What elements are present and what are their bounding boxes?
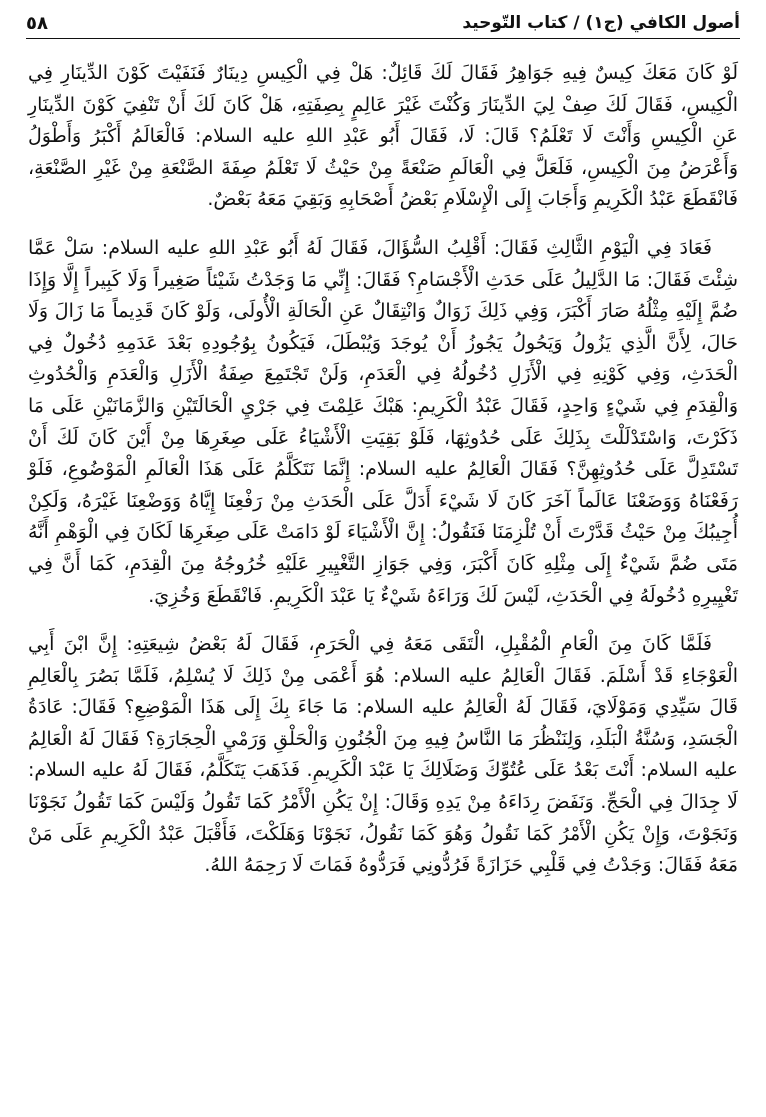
paragraph-2: فَعَادَ فِي الْيَوْمِ الثَّالِثِ فَقَالَ: أَقْلِبُ السُّؤَالَ، فَقَالَ لَهُ أَبُو عَبْدِ اللهِ عليه السلام: سَلْ عَمَّا شِئْتَ فَقَالَ: مَا الدَّلِيلُ عَلَى حَدَثِ الْأَجْسَامِ؟ فَقَالَ: إِنِّي مَا وَجَدْتُ شَيْئاً صَغِيراً وَلَا كَبِيراً إِلَّا وَإِذَا ضُمَّ إِلَيْهِ مِثْلُهُ صَارَ أَكْبَرَ، وَفِي ذَلِكَ زَوَالٌ وَانْتِقَالٌ عَنِ الْحَالَةِ الْأُولَى، وَلَوْ كَانَ قَدِيماً مَا زَالَ وَلَا حَالَ، لِأَنَّ الَّذِي يَزُولُ وَيَحُولُ يَجُوزُ أَنْ يُوجَدَ وَيُبْطَلَ، فَيَكُونُ بِوُجُودِهِ بَعْدَ عَدَمِهِ دُخُولٌ فِي الْحَدَثِ، وَفِي كَوْنِهِ فِي الْأَزَلِ دُخُولُهُ فِي الْعَدَمِ، وَلَنْ تَجْتَمِعَ صِفَةُ الْأَزَلِ وَالْعَدَمِ وَالْحُدُوثِ وَالْقِدَمِ فِي شَيْءٍ وَاحِدٍ، فَقَالَ عَبْدُ الْكَرِيمِ: هَبْكَ عَلِمْتَ فِي جَرْيِ الْحَالَتَيْنِ وَالزَّمَانَيْنِ عَلَى مَا ذَكَرْتَ، وَاسْتَدْلَلْتَ بِذَلِكَ عَلَى حُدُوثِهَا، فَلَوْ بَقِيَتِ الْأَشْيَاءُ عَلَى صِغَرِهَا مِنْ أَيْنَ كَانَ لَكَ أَنْ تَسْتَدِلَّ عَلَى حُدُوثِهِنَّ؟ فَقَالَ الْعَالِمُ عليه السلام: إِنَّمَا نَتَكَلَّمُ عَلَى هَذَا الْعَالَمِ الْمَوْضُوعِ، فَلَوْ رَفَعْنَاهُ وَوَضَعْنَا عَالَماً آخَرَ كَانَ لَا شَيْءَ أَدَلَّ عَلَى الْحَدَثِ مِنْ رَفْعِنَا إِيَّاهُ وَوَضْعِنَا غَيْرَهُ، وَلَكِنْ أُجِيبُكَ مِنْ حَيْثُ قَدَّرْتَ أَنْ تُلْزِمَنَا فَنَقُولُ: إِنَّ الْأَشْيَاءَ لَوْ دَامَتْ عَلَى صِغَرِهَا لَكَانَ فِي الْوَهْمِ أَنَّهُ مَتَى ضُمَّ شَيْءٌ إِلَى مِثْلِهِ كَانَ أَكْبَرَ، وَفِي جَوَازِ التَّغْيِيرِ عَلَيْهِ خُرُوجُهُ مِنَ الْقِدَمِ، كَمَا أَنَّ فِي تَغْيِيرِهِ دُخُولَهُ فِي الْحَدَثِ، لَيْسَ لَكَ وَرَاءَهُ شَيْءٌ يَا عَبْدَ الْكَرِيمِ. فَانْقَطَعَ وَخُزِيَ. [28, 236, 738, 607]
running-header [26, 8, 740, 39]
running-title: أصول الكافي (ج١) / كتاب التّوحيد [462, 13, 740, 33]
paragraph-3: فَلَمَّا كَانَ مِنَ الْعَامِ الْمُقْبِلِ، الْتَقَى مَعَهُ فِي الْحَرَمِ، فَقَالَ لَهُ بَعْضُ شِيعَتِهِ: إِنَّ ابْنَ أَبِي الْعَوْجَاءِ قَدْ أَسْلَمَ. فَقَالَ الْعَالِمُ عليه السلام: هُوَ أَعْمَى مِنْ ذَلِكَ لَا يُسْلِمُ، فَلَمَّا بَصُرَ بِالْعَالِمِ قَالَ سَيِّدِي وَمَوْلَايَ، فَقَالَ لَهُ الْعَالِمُ عليه السلام: مَا جَاءَ بِكَ إِلَى هَذَا الْمَوْضِعِ؟ فَقَالَ: عَادَةُ الْجَسَدِ، وَسُنَّةُ الْبَلَدِ، وَلِنَنْظُرَ مَا النَّاسُ فِيهِ مِنَ الْجُنُونِ وَالْحَلْقِ وَرَمْيِ الْحِجَارَةِ؟ فَقَالَ لَهُ الْعَالِمُ عليه السلام: أَنْتَ بَعْدُ عَلَى عُتُوِّكَ وَضَلَالِكَ يَا عَبْدَ الْكَرِيمِ. فَذَهَبَ يَتَكَلَّمُ، فَقَالَ لَهُ عليه السلام: لَا جِدَالَ فِي الْحَجِّ. وَنَفَضَ رِدَاءَهُ مِنْ يَدِهِ وَقَالَ: إِنْ يَكُنِ الْأَمْرُ كَمَا تَقُولُ وَلَيْسَ كَمَا تَقُولُ نَجَوْنَا وَنَجَوْتَ، وَإِنْ يَكُنِ الْأَمْرُ كَمَا نَقُولُ وَهُوَ كَمَا نَقُولُ، نَجَوْنَا وَهَلَكْتَ، فَأَقْبَلَ عَبْدُ الْكَرِيمِ عَلَى مَنْ مَعَهُ فَقَالَ: وَجَدْتُ فِي قَلْبِي حَزَازَةً فَرُدُّونِي فَرَدُّوهُ فَمَاتَ لَا رَحِمَهُ اللهُ. [28, 633, 738, 877]
paragraph-1: لَوْ كَانَ مَعَكَ كِيسٌ فِيهِ جَوَاهِرُ فَقَالَ لَكَ قَائِلٌ: هَلْ فِي الْكِيسِ دِينَارٌ فَنَفَيْتَ كَوْنَ الدِّينَارِ فِي الْكِيسِ، فَقَالَ لَكَ صِفْ لِيَ الدِّينَارَ وَكُنْتَ غَيْرَ عَالِمٍ بِصِفَتِهِ، هَلْ كَانَ لَكَ أَنْ تَنْفِيَ كَوْنَ الدِّينَارِ عَنِ الْكِيسِ وَأَنْتَ لَا تَعْلَمُ؟ قَالَ: لَا، فَقَالَ أَبُو عَبْدِ اللهِ عليه السلام: فَالْعَالَمُ أَكْبَرُ وَأَطْوَلُ وَأَعْرَضُ مِنَ الْكِيسِ، فَلَعَلَّ فِي الْعَالَمِ صَنْعَةً مِنْ حَيْثُ لَا تَعْلَمُ صِفَةَ الصَّنْعَةِ مِنْ غَيْرِ الصَّنْعَةِ، فَانْقَطَعَ عَبْدُ الْكَرِيمِ وَأَجَابَ إِلَى الْإِسْلَامِ بَعْضُ أَصْحَابِهِ وَبَقِيَ مَعَهُ بَعْضٌ. [28, 62, 738, 211]
body-text [28, 58, 738, 882]
page-number: ٥٨ [26, 12, 48, 34]
